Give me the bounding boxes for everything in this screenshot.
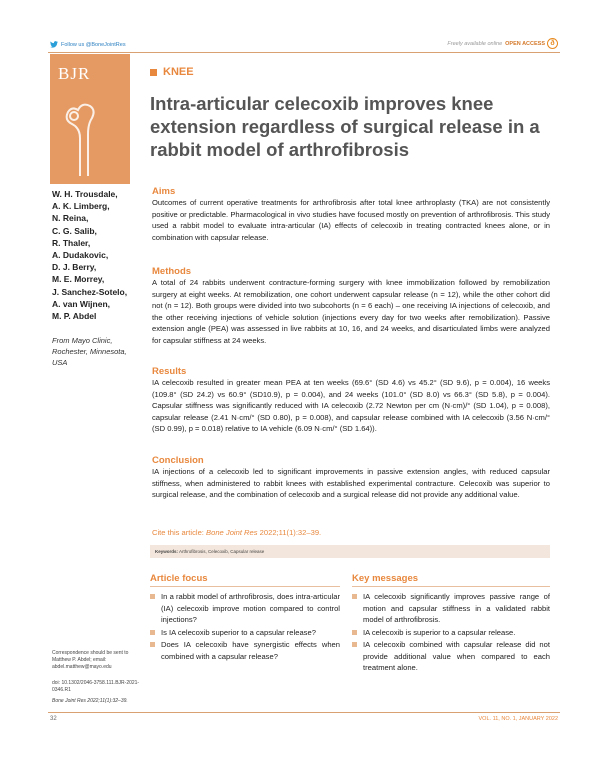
section-label-text: KNEE: [163, 66, 194, 78]
list-item: [352, 639, 550, 674]
cite-this-article: [152, 528, 321, 537]
list-item: [150, 627, 340, 639]
author: C. G. Salib,: [52, 225, 97, 236]
page-number: 32: [50, 716, 57, 722]
aims-text: Outcomes of current operative treatments for arthrofibrosis after total knee arthroplasty (TKA) are not consistently positive or predictable. Pharmacological in vivo studies have focused mostly on prevention of arthrofibrosis. This study used a rabbit model to evaluate intra-articular (IA) effects of celecoxib in treating contracted knees alone, or in combination with capsular release.: [152, 198, 550, 242]
bullet-square-icon: [352, 642, 357, 647]
article-focus: [150, 573, 340, 663]
bullet-square-icon: [352, 630, 357, 635]
abstract-aims: [152, 186, 550, 243]
affiliation-line: From Mayo Clinic,: [52, 336, 113, 345]
journal-logo-text: BJR: [58, 64, 91, 83]
bone-logo-icon: [60, 98, 116, 178]
abstract-methods: [152, 266, 550, 346]
list-item-text: In a rabbit model of arthrofibrosis, does intra-articular (IA) celecoxib improve motion compared to control injections?: [161, 592, 340, 624]
keywords-label: Keywords:: [155, 549, 179, 554]
list-item: [150, 639, 340, 662]
author: D. J. Berry,: [52, 262, 97, 273]
keywords-text: Arthrofibrosis, Celecoxib, Capsular release: [178, 549, 265, 554]
section-square-icon: [150, 69, 157, 76]
author: N. Reina,: [52, 213, 89, 224]
list-item-text: IA celecoxib significantly improves passive range of motion and capsular stiffness in a validated rabbit model of arthrofibrosis.: [363, 592, 550, 624]
open-access-lock-icon: ð: [547, 38, 558, 49]
affiliation: [52, 335, 142, 368]
twitter-follow[interactable]: [50, 41, 126, 48]
footer-rule: [48, 712, 560, 713]
author: M. P. Abdel: [52, 311, 97, 322]
author: J. Sanchez-Sotelo,: [52, 286, 128, 297]
key-messages-heading: Key messages: [352, 573, 419, 584]
list-item: [352, 627, 550, 639]
author: W. H. Trousdale,: [52, 189, 118, 199]
conclusion-text: IA injections of a celecoxib led to significant improvements in passive extension angles, with reduced capsular stiffness, when administered to rabbit knees with established experimental contracture. Celecoxib was superior to surgical release, and the combination of celecoxib and a surgical release did not provide any additional value.: [152, 467, 550, 499]
list-item: [352, 591, 550, 626]
list-item: [150, 591, 340, 626]
author: R. Thaler,: [52, 237, 91, 248]
open-access-notice: [447, 38, 558, 49]
list-item-text: Is IA celecoxib superior to a capsular release?: [161, 627, 316, 637]
results-heading: Results: [152, 366, 187, 377]
volume-info: VOL. 11, NO. 1, JANUARY 2022: [478, 716, 558, 722]
bullet-square-icon: [150, 630, 155, 635]
methods-text: A total of 24 rabbits underwent contracture-forming surgery with knee immobilization followed by remobilization surgery at eight weeks. At remobilization, one cohort underwent capsular release (n = 12), while the other cohort did not (n = 12). Both groups were divided into two subcohorts (n = 6 each) – one receiving IA injections of celecoxib, and the other receiving injections of vehicle solution (injections every day for two weeks after remobilization). Passive extension angle (PEA) was assessed in live rabbits at 10, 16, and 24 weeks, and disarticulated limbs were analyzed for capsular stiffness at 24 weeks.: [152, 278, 550, 345]
bullet-square-icon: [150, 594, 155, 599]
freely-available-text: Freely available online: [447, 40, 503, 47]
list-item-text: IA celecoxib is superior to a capsular release.: [363, 627, 516, 637]
article-focus-heading: Article focus: [150, 573, 208, 584]
bullet-square-icon: [352, 594, 357, 599]
list-item-text: IA celecoxib combined with capsular release did not provide additional value when compared to each treatment alone.: [363, 640, 550, 672]
abstract-results: [152, 366, 550, 435]
list-item-text: Does IA celecoxib have synergistic effects when combined with a capsular release?: [161, 640, 340, 661]
author: A. van Wijnen,: [52, 298, 111, 309]
cite-label: Cite this article:: [152, 528, 204, 537]
journal-ref-note: Bone Joint Res 2022;11(1):32–39.: [52, 698, 128, 704]
author: A. K. Limberg,: [52, 201, 110, 212]
cite-journal: Bone Joint Res: [206, 528, 258, 537]
doi-note: doi: 10.1302/2046-3758.111.BJR-2021-0346.R1: [52, 680, 140, 693]
open-access-badge: [505, 38, 558, 49]
affiliation-line: Rochester, Minnesota,: [52, 347, 127, 356]
follow-text: Follow us @BoneJointRes: [61, 41, 126, 48]
twitter-icon: [50, 41, 58, 48]
header-rule: [48, 52, 560, 53]
bullet-square-icon: [150, 642, 155, 647]
abstract-conclusion: [152, 455, 550, 501]
author: M. E. Morrey,: [52, 274, 105, 285]
key-messages: [352, 573, 550, 675]
article-title: Intra-articular celecoxib improves knee extension regardless of surgical release in a rabbit model of arthrofibrosis: [150, 93, 540, 160]
aims-heading: Aims: [152, 186, 176, 197]
author-list: [52, 188, 144, 322]
keywords-box: [150, 545, 550, 558]
correspondence-note: Correspondence should be sent to Matthew P. Abdel; email: abdel.matthew@mayo.edu: [52, 650, 129, 670]
conclusion-heading: Conclusion: [152, 455, 204, 466]
affiliation-line: USA: [52, 358, 68, 367]
article-focus-rule: [150, 586, 340, 587]
section-label: [150, 66, 194, 78]
open-access-label: OPEN ACCESS: [505, 40, 545, 47]
author: A. Dudakovic,: [52, 250, 109, 261]
results-text: IA celecoxib resulted in greater mean PEA at ten weeks (69.6° (SD 4.6) vs 45.2° (SD 9.6), p = 0.004), 16 weeks (109.8° (SD 24.2) vs 60.9° (SD10.9), p = 0.004), and 24 weeks (101.0° (SD 8.0) vs 66.3° (SD 5.8), p = 0.004). Capsular stiffness was significantly reduced with IA celecoxib (2.72 Newton per cm (N·cm)/° (SD 1.04), p = 0.008), capsular release (2.41 N·cm/° (SD 0.80), p = 0.008), and capsular release combined with IA celecoxib (3.56 N·cm/° (SD 0.99), p = 0.018) relative to IA vehicle (6.09 N·cm/° (SD 1.64)).: [152, 378, 550, 433]
methods-heading: Methods: [152, 266, 192, 277]
cite-ref: 2022;11(1):32–39.: [257, 528, 322, 537]
key-messages-rule: [352, 586, 550, 587]
